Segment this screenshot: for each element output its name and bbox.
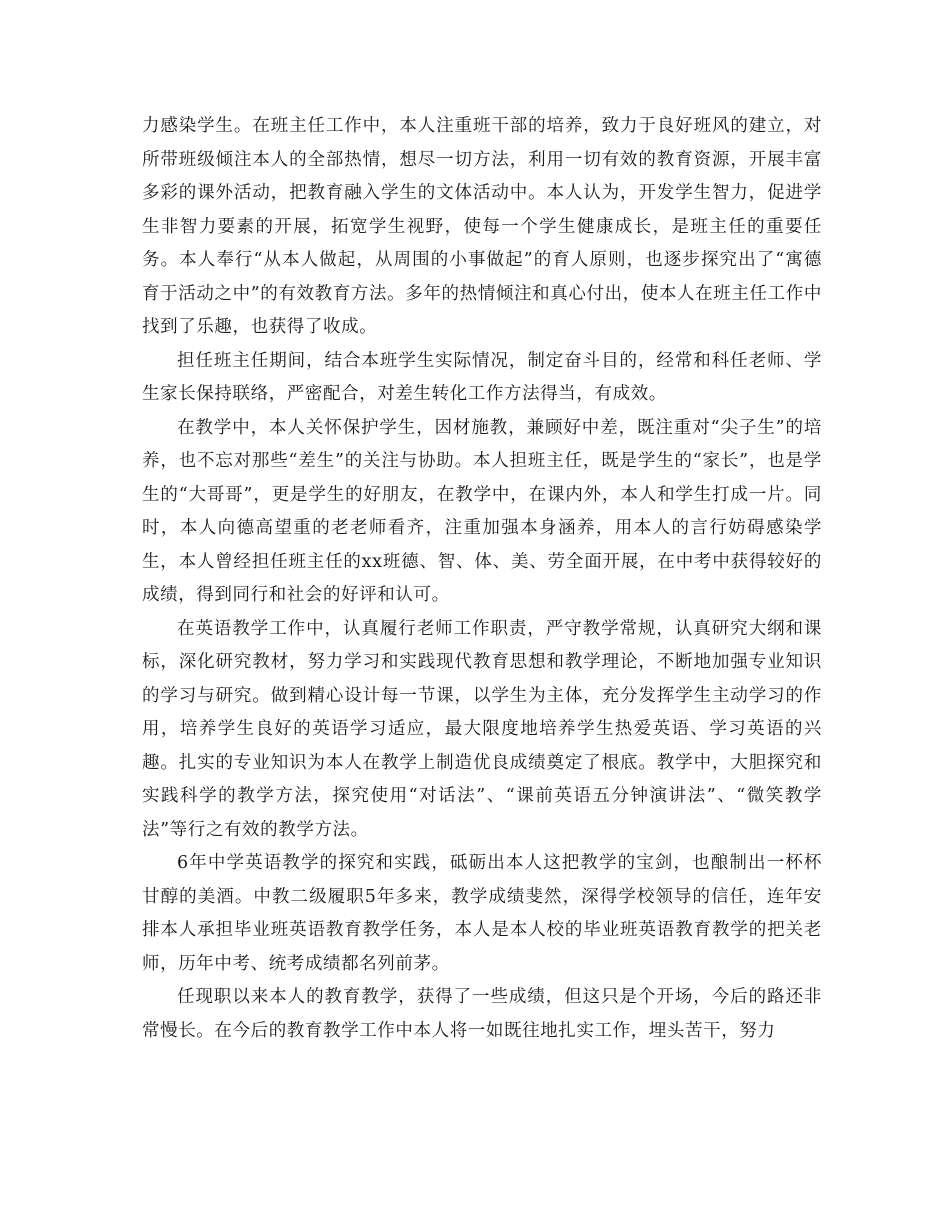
paragraph-6: 任现职以来本人的教育教学，获得了一些成绩，但这只是个开场，今后的路还非常慢长。在今后的教育教学工作中本人将一如既往地扎实工作，埋头苦干，努力 (142, 987, 822, 1041)
document-body (142, 110, 822, 1048)
paragraph-4: 在英语教学工作中，认真履行老师工作职责，严守教学常规，认真研究大纲和课标，深化研究教材，努力学习和实践现代教育思想和教学理论，不断地加强专业知识的学习与研究。做到精心设计每一节课，以学生为主体，充分发挥学生主动学习的作用，培养学生良好的英语学习适应，最大限度地培养学生热爱英语、学习英语的兴趣。扎实的专业知识为本人在教学上制造优良成绩奠定了根底。教学中，大胆探究和实践科学的教学方法，探究使用“对话法”、“课前英语五分钟演讲法”、“微笑教学法”等行之有效的教学方法。 (142, 618, 822, 840)
paragraph-1: 力感染学生。在班主任工作中，本人注重班干部的培养，致力于良好班风的建立，对所带班级倾注本人的全部热情，想尽一切方法，利用一切有效的教育资源，开展丰富多彩的课外活动，把教育融入学生的文体活动中。本人认为，开发学生智力，促进学生非智力要素的开展，拓宽学生视野，使每一个学生健康成长，是班主任的重要任务。本人奉行“从本人做起，从周围的小事做起”的育人原则，也逐步探究出了“寓德育于活动之中”的有效教育方法。多年的热情倾注和真心付出，使本人在班主任工作中找到了乐趣，也获得了收成。 (142, 116, 822, 337)
paragraph-5: 6年中学英语教学的探究和实践，砥砺出本人这把教学的宝剑，也酿制出一杯杯甘醇的美酒。中教二级履职5年多来，教学成绩斐然，深得学校领导的信任，连年安排本人承担毕业班英语教育教学任务，本人是本人校的毕业班英语教育教学的把关老师，历年中考、统考成绩都名列前茅。 (142, 853, 822, 974)
paragraph-2: 担任班主任期间，结合本班学生实际情况，制定奋斗目的，经常和科任老师、学生家长保持联络，严密配合，对差生转化工作方法得当，有成效。 (142, 350, 822, 404)
paragraph-3: 在教学中，本人关怀保护学生，因材施教，兼顾好中差，既注重对“尖子生”的培养，也不忘对那些“差生”的关注与协助。本人担班主任，既是学生的“家长”，也是学生的“大哥哥”，更是学生的好朋友，在教学中，在课内外，本人和学生打成一片。同时，本人向德高望重的老老师看齐，注重加强本身涵养，用本人的言行妨碍感染学生，本人曾经担任班主任的xx班德、智、体、美、劳全面开展，在中考中获得较好的成绩，得到同行和社会的好评和认可。 (142, 417, 822, 605)
